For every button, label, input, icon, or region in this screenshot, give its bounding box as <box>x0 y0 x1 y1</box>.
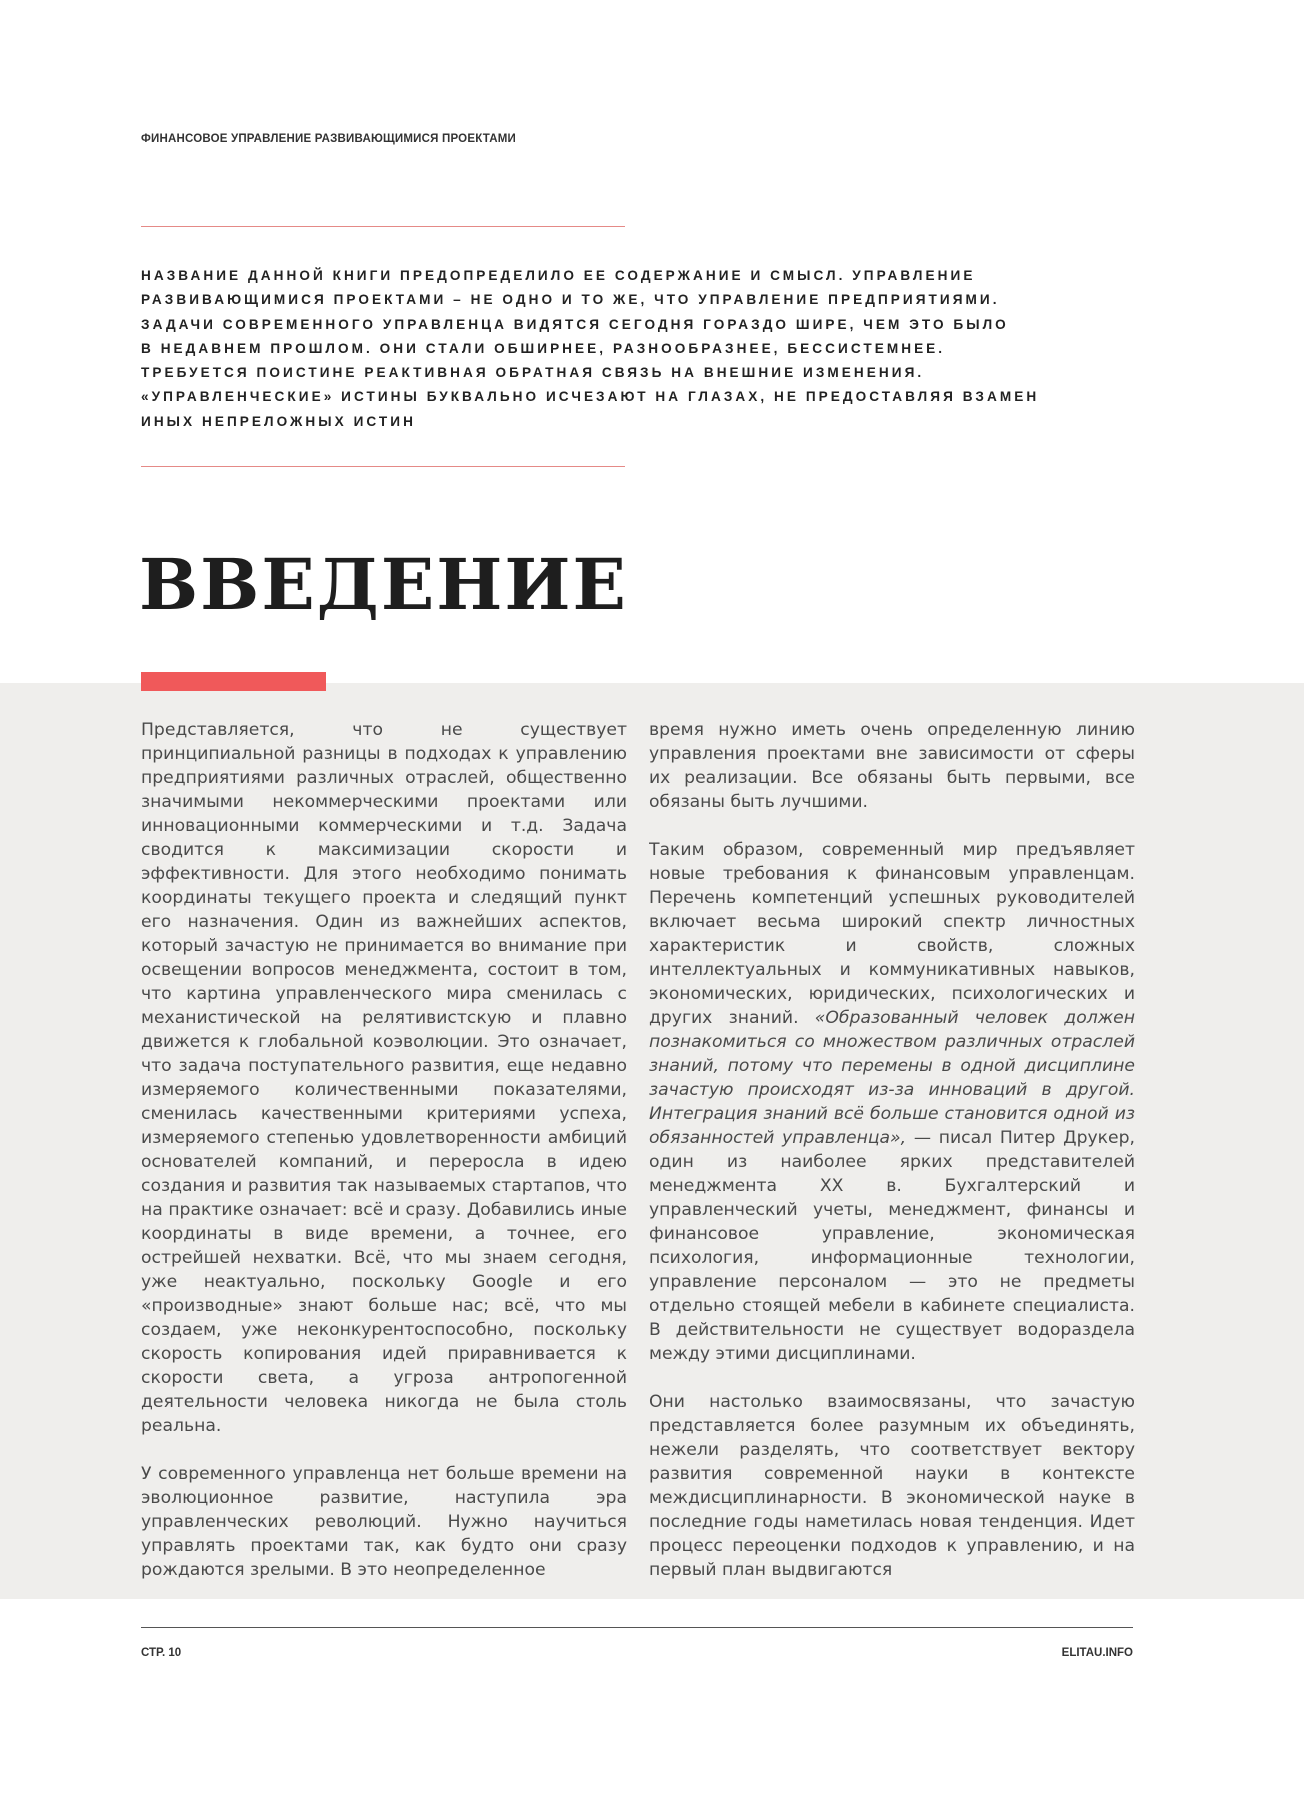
lead-text: НАЗВАНИЕ ДАННОЙ КНИГИ ПРЕДОПРЕДЕЛИЛО ЕЕ СОДЕРЖАНИЕ И СМЫСЛ. УПРАВЛЕНИЕ РАЗВИВАЮЩИМИСЯ ПРОЕКТАМИ – НЕ ОДНО И ТО ЖЕ, ЧТО УПРАВЛЕНИЕ ПРЕДПРИЯТИЯМИ. ЗАДАЧИ СОВРЕМЕННОГО УПРАВЛЕНЦА ВИДЯТСЯ СЕГОДНЯ ГОРАЗДО ШИРЕ, ЧЕМ ЭТО БЫЛО В НЕДАВНЕМ ПРОШЛОМ. ОНИ СТАЛИ ОБШИРНЕЕ, РАЗНООБРАЗНЕЕ, БЕССИСТЕМНЕЕ. ТРЕБУЕТСЯ ПОИСТИНЕ РЕАКТИВНАЯ ОБРАТНАЯ СВЯЗЬ НА ВНЕШНИЕ ИЗМЕНЕНИЯ. «УПРАВЛЕНЧЕСКИЕ» ИСТИНЫ БУКВАЛЬНО ИСЧЕЗАЮТ НА ГЛАЗАХ, НЕ ПРЕДОСТАВЛЯЯ ВЗАМЕН ИНЫХ НЕПРЕЛОЖНЫХ ИСТИН <box>141 268 1040 429</box>
page-title: ВВЕДЕНИЕ <box>139 543 628 626</box>
drucker-quote: «Образованный человек должен познакомиться со множеством различных отраслей знаний, потому что перемены в одной дисциплине зачастую происходят из-за инноваций в другой. Интеграция знаний всё больше становится одной из обязанностей управленца», <box>649 1008 1135 1148</box>
title-accent-bar <box>141 672 326 691</box>
paragraph: время нужно иметь очень определенную линию управления проектами вне зависимости от сферы их реализации. Все обязаны быть первыми, все обязаны быть лучшими. <box>649 720 1135 812</box>
running-title: ФИНАНСОВОЕ УПРАВЛЕНИЕ РАЗВИВАЮЩИМИСЯ ПРОЕКТАМИ <box>141 133 516 145</box>
lead-bottom-divider <box>141 466 625 467</box>
site-link[interactable]: ELITAU.INFO <box>1061 1647 1133 1659</box>
paragraph: Представляется, что не существует принципиальной разницы в подходах к управлению предприятиями различных отраслей, общественно значимыми некоммерческими проектами или инновационными коммерческими и т.д. Задача сводится к максимизации скорости и эффективности. Для этого необходимо понимать координаты текущего проекта и следящий пункт его назначения. Один из важнейших аспектов, который зачастую не принимается во внимание при освещении вопросов менеджмента, состоит в том, что картина управленческого мира сменилась с механистической на релятивистскую и плавно движется к глобальной коэволюции. Это означает, что задача поступательного развития, еще недавно измеряемого количественными показателями, сменилась качественными критериями успеха, измеряемого степенью удовлетворенности амбиций основателей компаний, и переросла в идею создания и развития так называемых стартапов, что на практике означает: всё и сразу. Добавились иные координаты в виде времени, а точнее, его острейшей нехватки. Всё, что мы знаем сегодня, уже неактуально, поскольку Google и его «производные» знают больше нас; всё, что мы создаем, уже неконкурентоспособно, поскольку скорость копирования идей приравнивается к скорости света, а угроза антропогенной деятельности человека никогда не была столь реальна. <box>141 720 627 1436</box>
footer-divider <box>141 1627 1133 1628</box>
paragraph-text: Таким образом, современный мир предъявляет новые требования к финансовым управленцам. Перечень компетенций успешных руководителей включает весьма широкий спектр личностных характеристик и свойств, сложных интеллектуальных и коммуникативных навыков, экономических, юридических, психологических и других знаний. <box>649 840 1135 1028</box>
lead-top-divider <box>141 226 625 227</box>
paragraph: У современного управленца нет больше времени на эволюционное развитие, наступила эра управленческих революций. Нужно научиться управлять проектами так, как будто они сразу рождаются зрелыми. В это неопределенное <box>141 1464 627 1580</box>
body-column-left <box>141 718 627 1584</box>
paragraph <box>649 838 1135 1366</box>
page-number: СТР. 10 <box>141 1647 182 1659</box>
paragraph-text: — писал Питер Друкер, один из наиболее ярких представителей менеджмента XX в. Бухгалтерский и управленческий учеты, менеджмент, финансы и финансовое управление, экономическая психология, информационные технологии, управление персоналом — это не предметы отдельно стоящей мебели в кабинете специалиста. В действительности не существует водораздела между этими дисциплинами. <box>649 1128 1135 1364</box>
body-column-right <box>649 718 1135 1584</box>
paragraph: Они настолько взаимосвязаны, что зачастую представляется более разумным их объединять, нежели разделять, что соответствует вектору развития современной науки в контексте междисциплинарности. В экономической науке в последние годы наметилась новая тенденция. Идет процесс переоценки подходов к управлению, и на первый план выдвигаются <box>649 1392 1135 1580</box>
